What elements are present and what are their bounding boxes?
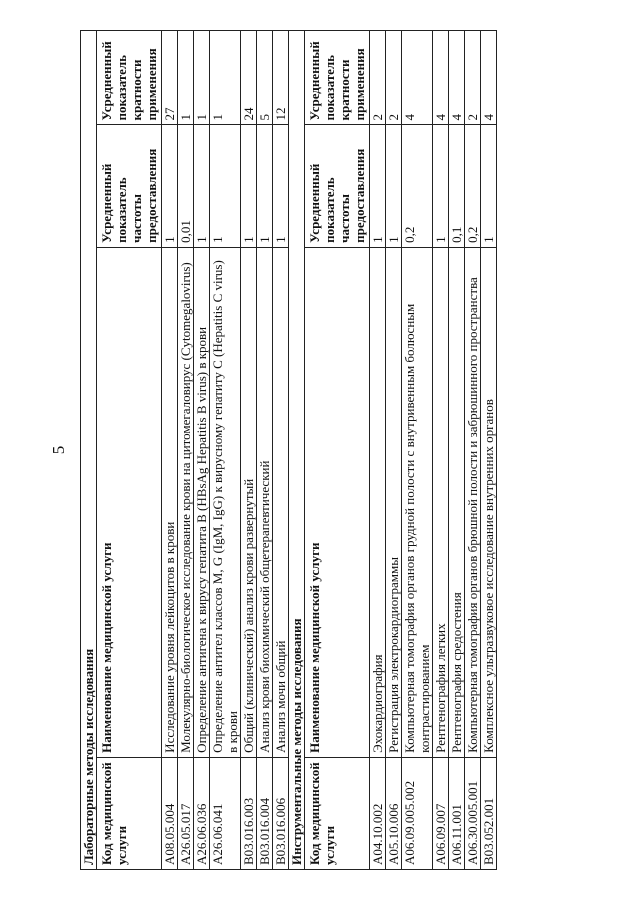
cell-code: A26.06.041 bbox=[210, 757, 241, 869]
cell-multiplicity: 4 bbox=[433, 31, 449, 125]
services-table-container bbox=[80, 30, 590, 870]
section-laboratory bbox=[81, 31, 289, 870]
cell-multiplicity: 4 bbox=[481, 31, 497, 125]
table-row bbox=[210, 31, 241, 870]
header-frequency: Усредненный показатель частоты предоставления bbox=[305, 125, 370, 247]
cell-code: B03.016.003 bbox=[241, 757, 257, 869]
cell-frequency: 1 bbox=[210, 125, 241, 247]
cell-multiplicity: 27 bbox=[162, 31, 178, 125]
cell-multiplicity: 4 bbox=[449, 31, 465, 125]
table-row bbox=[402, 31, 433, 870]
header-multiplicity: Усредненный показатель кратности применения bbox=[305, 31, 370, 125]
header-name: Наименование медицинской услуги bbox=[305, 247, 370, 757]
table-row bbox=[194, 31, 210, 870]
cell-name: Регистрация электрокардиограммы bbox=[386, 247, 402, 757]
header-code: Код медицинской услуги bbox=[97, 757, 162, 869]
cell-name: Компьютерная томография органов грудной полости с внутривенным болюсным контрастированием bbox=[402, 247, 433, 757]
services-table bbox=[80, 30, 497, 870]
cell-code: A06.30.005.001 bbox=[465, 757, 481, 869]
table-row bbox=[433, 31, 449, 870]
section-title: Инструментальные методы исследования bbox=[289, 31, 305, 870]
table-row bbox=[178, 31, 194, 870]
cell-code: B03.016.004 bbox=[257, 757, 273, 869]
cell-multiplicity: 1 bbox=[178, 31, 194, 125]
cell-frequency: 1 bbox=[241, 125, 257, 247]
table-row bbox=[386, 31, 402, 870]
cell-frequency: 1 bbox=[257, 125, 273, 247]
cell-code: A05.10.006 bbox=[386, 757, 402, 869]
table-row bbox=[370, 31, 386, 870]
table-row bbox=[257, 31, 273, 870]
cell-frequency: 1 bbox=[162, 125, 178, 247]
cell-code: A26.06.036 bbox=[194, 757, 210, 869]
cell-name: Рентгенография легких bbox=[433, 247, 449, 757]
cell-multiplicity: 5 bbox=[257, 31, 273, 125]
header-name: Наименование медицинской услуги bbox=[97, 247, 162, 757]
cell-code: B03.016.006 bbox=[273, 757, 289, 869]
cell-multiplicity: 4 bbox=[402, 31, 433, 125]
cell-code: A26.05.017 bbox=[178, 757, 194, 869]
cell-name: Анализ мочи общий bbox=[273, 247, 289, 757]
cell-multiplicity: 2 bbox=[386, 31, 402, 125]
cell-frequency: 1 bbox=[370, 125, 386, 247]
cell-frequency: 0,2 bbox=[402, 125, 433, 247]
header-multiplicity: Усредненный показатель кратности применения bbox=[97, 31, 162, 125]
cell-multiplicity: 2 bbox=[465, 31, 481, 125]
cell-name: Комплексное ультразвуковое исследование внутренних органов bbox=[481, 247, 497, 757]
cell-code: B03.052.001 bbox=[481, 757, 497, 869]
cell-name: Определение антител классов M, G (IgM, IgG) к вирусному гепатиту C (Hepatitis C virus) в крови bbox=[210, 247, 241, 757]
cell-multiplicity: 12 bbox=[273, 31, 289, 125]
cell-multiplicity: 2 bbox=[370, 31, 386, 125]
cell-multiplicity: 1 bbox=[210, 31, 241, 125]
cell-name: Анализ крови биохимический общетерапевтический bbox=[257, 247, 273, 757]
cell-frequency: 0,2 bbox=[465, 125, 481, 247]
cell-frequency: 0,1 bbox=[449, 125, 465, 247]
cell-name: Рентгенография средостения bbox=[449, 247, 465, 757]
cell-frequency: 0,01 bbox=[178, 125, 194, 247]
cell-name: Исследование уровня лейкоцитов в крови bbox=[162, 247, 178, 757]
section-title: Лабораторные методы исследования bbox=[81, 31, 97, 870]
cell-name: Компьютерная томография органов брюшной полости и забрюшинного пространства bbox=[465, 247, 481, 757]
cell-frequency: 1 bbox=[481, 125, 497, 247]
table-row bbox=[273, 31, 289, 870]
table-row bbox=[465, 31, 481, 870]
header-code: Код медицинской услуги bbox=[305, 757, 370, 869]
cell-multiplicity: 1 bbox=[194, 31, 210, 125]
cell-code: A06.11.001 bbox=[449, 757, 465, 869]
cell-multiplicity: 24 bbox=[241, 31, 257, 125]
header-frequency: Усредненный показатель частоты предоставления bbox=[97, 125, 162, 247]
header-row bbox=[97, 31, 162, 870]
cell-name: Определение антигена к вирусу гепатита B (HBsAg Hepatitis B virus) в крови bbox=[194, 247, 210, 757]
cell-code: A04.10.002 bbox=[370, 757, 386, 869]
table-row bbox=[481, 31, 497, 870]
table-row bbox=[241, 31, 257, 870]
table-row bbox=[162, 31, 178, 870]
cell-code: A06.09.007 bbox=[433, 757, 449, 869]
cell-name: Эхокардиография bbox=[370, 247, 386, 757]
cell-frequency: 1 bbox=[433, 125, 449, 247]
cell-name: Молекулярно-биологическое исследование крови на цитомегаловирус (Cytomegalovirus) bbox=[178, 247, 194, 757]
cell-frequency: 1 bbox=[194, 125, 210, 247]
section-instrumental bbox=[289, 31, 497, 870]
header-row bbox=[305, 31, 370, 870]
table-row bbox=[449, 31, 465, 870]
cell-frequency: 1 bbox=[273, 125, 289, 247]
cell-code: A08.05.004 bbox=[162, 757, 178, 869]
cell-name: Общий (клинический) анализ крови развернутый bbox=[241, 247, 257, 757]
cell-frequency: 1 bbox=[386, 125, 402, 247]
cell-code: A06.09.005.002 bbox=[402, 757, 433, 869]
page-number: 5 bbox=[49, 445, 68, 455]
